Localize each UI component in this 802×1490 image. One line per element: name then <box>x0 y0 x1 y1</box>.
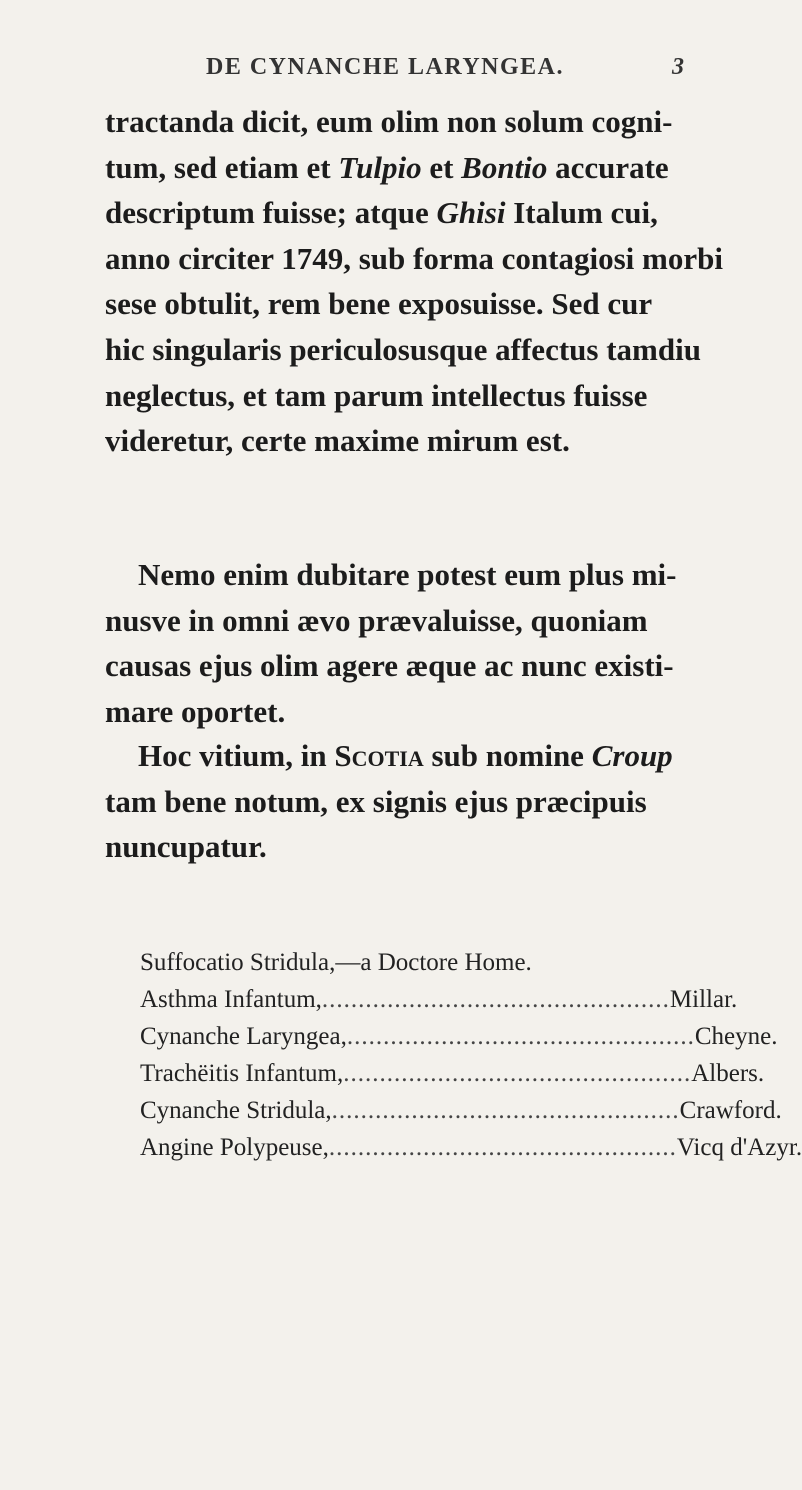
text-line: videretur, certe maxime mirum est. <box>105 423 570 459</box>
text-line: nuncupatur. <box>105 829 267 865</box>
text-line: hic singularis periculosusque affectus tamdiu <box>105 331 701 367</box>
paragraph-3 <box>105 733 715 870</box>
text-span: accurate <box>547 149 669 185</box>
text-line: nusve in omni ævo prævaluisse, quoniam <box>105 602 648 638</box>
text-line: tractanda dicit, eum olim non solum cogni- <box>105 104 673 139</box>
name-ghisi: Ghisi <box>436 195 506 231</box>
synonym-list <box>140 944 802 1166</box>
synonym-row <box>140 1129 802 1166</box>
text-line: Nemo enim dubitare potest eum plus mi- <box>138 557 677 592</box>
dot-leader: ................................................ <box>321 986 670 1013</box>
synonym-author: Albers. <box>691 1060 765 1087</box>
text-span: Italum cui, <box>505 195 658 231</box>
text-span: et <box>421 149 462 185</box>
text-line: causas ejus olim agere æque ac nunc existi- <box>105 648 674 684</box>
text-line <box>105 733 715 779</box>
name-scotia: Scotia <box>334 738 424 773</box>
dot-leader: ................................................ <box>328 1134 677 1161</box>
synonym-author: Vicq d'Azyr. <box>676 1134 802 1161</box>
synonym-name: Trachëitis Infantum, <box>140 1060 344 1087</box>
synonym-name: Asthma Infantum, <box>140 986 322 1013</box>
text-span: tum, sed etiam et <box>105 149 339 185</box>
text-span: sub nomine <box>423 738 592 773</box>
text-span: descriptum fuisse; atque <box>105 195 437 231</box>
synonym-row <box>140 1092 782 1129</box>
text-line <box>105 145 715 191</box>
synonym-first-entry: Suffocatio Stridula,—a Doctore Home. <box>140 949 532 976</box>
text-line <box>105 190 715 236</box>
dot-leader: ................................................ <box>331 1097 680 1124</box>
running-title: DE CYNANCHE LARYNGEA. <box>206 54 565 80</box>
paragraph-1 <box>105 99 723 464</box>
text-line: sese obtulit, rem bene exposuisse. Sed cur <box>105 286 653 322</box>
text-line: neglectus, et tam parum intellectus fuisse <box>105 377 648 413</box>
text-span: Hoc vitium, in <box>138 738 335 773</box>
paragraph-2 <box>105 552 715 734</box>
dot-leader: ................................................ <box>346 1023 695 1050</box>
synonym-row <box>140 981 738 1018</box>
page-number: 3 <box>672 54 684 80</box>
synonym-name: Cynanche Laryngea, <box>140 1023 347 1050</box>
synonym-row <box>140 1055 765 1092</box>
synonym-author: Crawford. <box>679 1097 782 1124</box>
synonym-name: Angine Polypeuse, <box>140 1134 329 1161</box>
text-line: mare oportet. <box>105 693 286 729</box>
synonym-name: Cynanche Stridula, <box>140 1097 332 1124</box>
text-line: anno circiter 1749, sub forma contagiosi morbi <box>105 240 723 276</box>
dot-leader: ................................................ <box>343 1060 692 1087</box>
synonym-row <box>140 1018 778 1055</box>
text-line: tam bene notum, ex signis ejus præcipuis <box>105 783 647 819</box>
synonym-author: Millar. <box>669 986 738 1013</box>
name-tulpio: Tulpio <box>338 149 422 185</box>
name-bontio: Bontio <box>461 149 548 185</box>
term-croup: Croup <box>591 738 673 773</box>
page-header <box>0 54 800 90</box>
synonym-author: Cheyne. <box>694 1023 778 1050</box>
